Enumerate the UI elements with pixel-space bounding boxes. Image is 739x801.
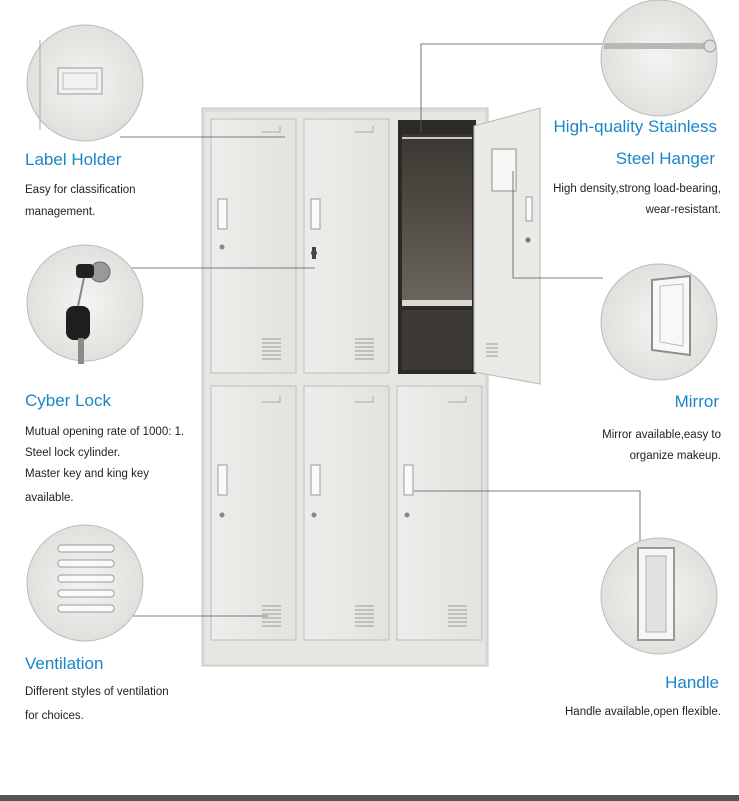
handle-title: Handle — [665, 673, 719, 692]
door-top-left — [211, 119, 296, 373]
ventilation-desc-1: Different styles of ventilation — [25, 686, 169, 698]
cyber-lock-desc-1: Mutual opening rate of 1000: 1. — [25, 426, 185, 438]
handle-detail — [601, 538, 717, 654]
hanger-title-1: High-quality Stainless — [553, 117, 717, 136]
door-top-middle — [304, 119, 389, 373]
ventilation-desc-2: for choices. — [25, 710, 84, 722]
label-holder-desc-1: Easy for classification — [25, 184, 136, 196]
cyber-lock-title: Cyber Lock — [25, 391, 111, 410]
hanger-desc-1: High density,strong load-bearing, — [553, 183, 721, 195]
hanger-title-2: Steel Hanger — [615, 149, 715, 168]
cyber-lock-desc-2: Steel lock cylinder. — [25, 447, 121, 459]
cyber-lock-detail — [27, 245, 143, 364]
label-holder-desc-2: management. — [25, 206, 96, 218]
bottom-divider — [0, 795, 739, 801]
locker-cabinet — [202, 108, 540, 666]
mirror-title: Mirror — [674, 392, 719, 411]
label-holder-title: Label Holder — [25, 150, 122, 169]
door-bottom-left — [211, 386, 296, 640]
ventilation-detail — [27, 525, 143, 641]
hanger-detail — [601, 0, 717, 116]
mirror-desc-2: organize makeup. — [629, 450, 721, 462]
door-bottom-middle — [304, 386, 389, 640]
open-compartment — [398, 120, 476, 374]
mirror-desc-1: Mirror available,easy to — [602, 429, 721, 441]
hanger-desc-2: wear-resistant. — [645, 204, 721, 216]
handle-desc-1: Handle available,open flexible. — [565, 706, 721, 718]
door-open — [474, 108, 540, 384]
label-holder-detail — [27, 25, 143, 141]
cyber-lock-desc-4: available. — [25, 492, 74, 504]
mirror-detail — [601, 264, 717, 380]
ventilation-title: Ventilation — [25, 654, 104, 673]
cyber-lock-desc-3: Master key and king key — [25, 468, 150, 480]
door-bottom-right — [397, 386, 482, 640]
